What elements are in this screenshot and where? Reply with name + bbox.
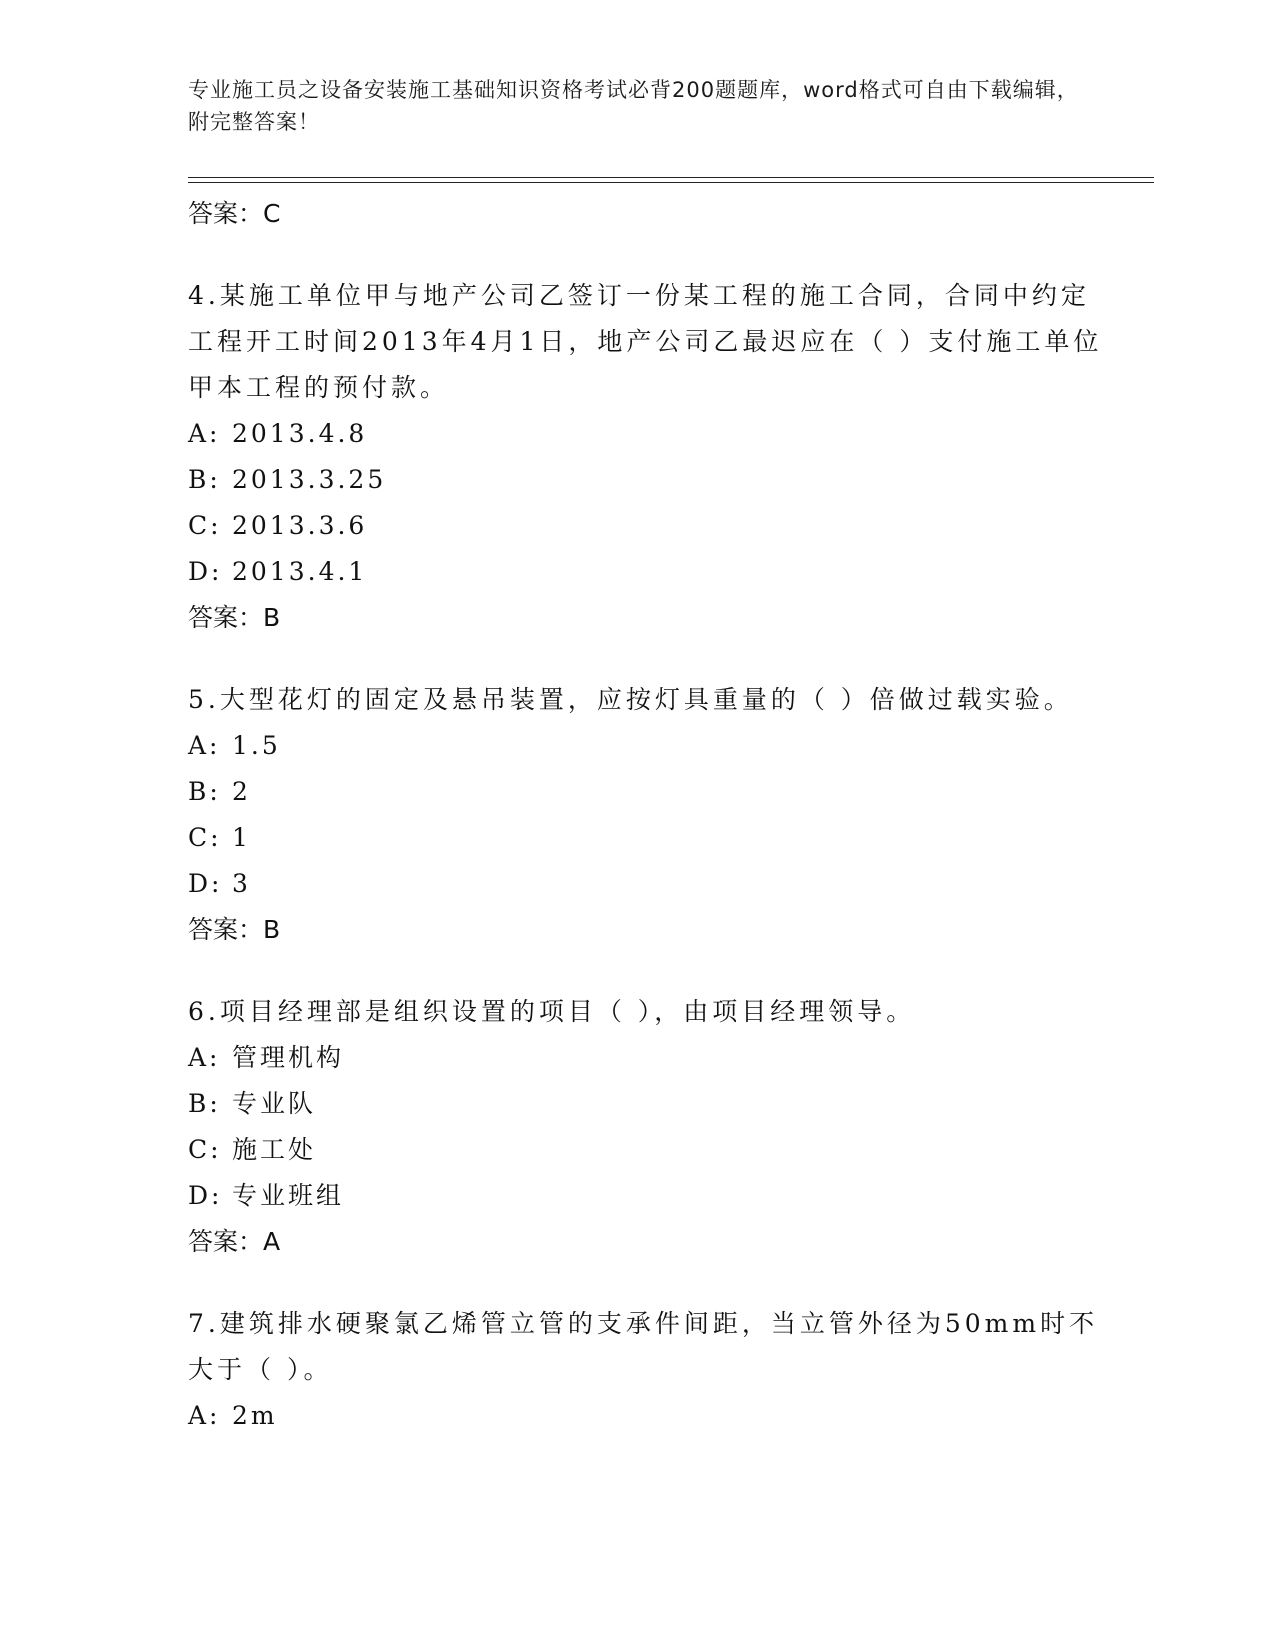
answer-line: 答案：B: [188, 915, 281, 944]
option-letter: A:: [188, 731, 221, 760]
option-a: [188, 723, 1108, 769]
option-b: [188, 1081, 1108, 1127]
option-b: [188, 769, 1108, 815]
question-text: 6.项目经理部是组织设置的项目（ ），由项目经理领导。: [188, 997, 916, 1026]
option-letter: D:: [188, 557, 223, 586]
option-value: 专业班组: [232, 1181, 345, 1210]
option-value: 3: [232, 869, 251, 898]
option-letter: B:: [188, 777, 221, 806]
option-a: [188, 1035, 1108, 1081]
option-letter: A:: [188, 1043, 221, 1072]
question-block: [188, 677, 1108, 953]
option-value: 2013.4.8: [232, 419, 368, 448]
option-letter: D:: [188, 869, 223, 898]
option-letter: C:: [188, 1135, 222, 1164]
option-value: 2: [232, 777, 251, 806]
question-text: 4.某施工单位甲与地产公司乙签订一份某工程的施工合同，合同中约定工程开工时间2013年4月1日，地产公司乙最迟应在（ ）支付施工单位甲本工程的预付款。: [188, 281, 1103, 402]
option-c: [188, 815, 1108, 861]
option-letter: A:: [188, 1401, 221, 1430]
option-value: 管理机构: [232, 1043, 345, 1072]
answer-line: 答案：C: [188, 199, 281, 228]
option-value: 1.5: [232, 731, 281, 760]
option-value: 2m: [232, 1401, 278, 1430]
option-a: [188, 411, 1108, 457]
option-letter: C:: [188, 823, 222, 852]
option-value: 1: [232, 823, 251, 852]
question-block: [188, 989, 1108, 1265]
answer-line: 答案：B: [188, 603, 281, 632]
option-letter: D:: [188, 1181, 223, 1210]
option-letter: B:: [188, 1089, 221, 1118]
option-value: 2013.3.25: [232, 465, 387, 494]
option-d: [188, 861, 1108, 907]
question-list: [188, 187, 1108, 1439]
header-divider-bottom: [188, 182, 1154, 183]
option-letter: C:: [188, 511, 222, 540]
option-letter: A:: [188, 419, 221, 448]
option-value: 施工处: [232, 1135, 317, 1164]
option-letter: B:: [188, 465, 221, 494]
option-a: [188, 1393, 1108, 1439]
answer-line: 答案：A: [188, 1227, 281, 1256]
option-c: [188, 503, 1108, 549]
option-value: 专业队: [232, 1089, 317, 1118]
header-divider-top: [188, 177, 1154, 178]
option-value: 2013.3.6: [232, 511, 368, 540]
option-b: [188, 457, 1108, 503]
option-c: [188, 1127, 1108, 1173]
question-text: 7.建筑排水硬聚氯乙烯管立管的支承件间距，当立管外径为50mm时不大于（ ）。: [188, 1309, 1099, 1384]
option-value: 2013.4.1: [232, 557, 368, 586]
option-d: [188, 549, 1108, 595]
question-text: 5.大型花灯的固定及悬吊装置，应按灯具重量的（ ）倍做过载实验。: [188, 685, 1073, 714]
question-block: [188, 273, 1108, 641]
question-block: [188, 1301, 1108, 1439]
option-d: [188, 1173, 1108, 1219]
document-header: 专业施工员之设备安装施工基础知识资格考试必背200题题库，word格式可自由下载编辑，附完整答案！: [188, 78, 1079, 134]
